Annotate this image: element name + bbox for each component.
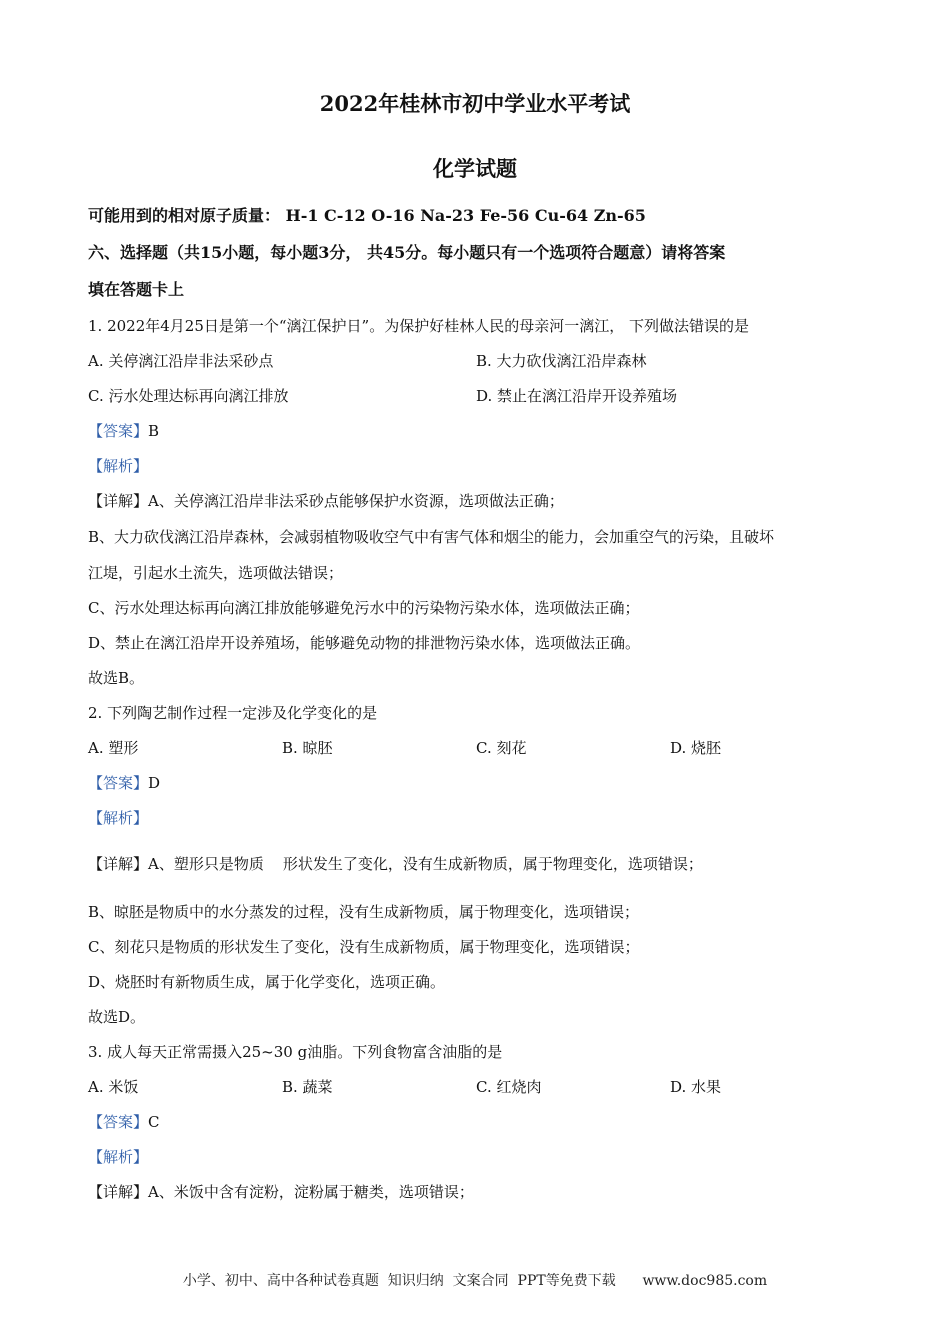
q2-conclusion: 故选D。 [88,1008,146,1026]
q2-stem: 2. 下列陶艺制作过程一定涉及化学变化的是 [88,704,378,722]
q1-stem: 1. 2022年4月25日是第一个“漓江保护日”。为保护好桂林人民的母亲河一漓江， 下列做法错误的是 [88,317,749,335]
q2-analysis-label: 【解析】 [88,809,149,827]
q1-answer-value: B [148,422,160,440]
q1-detail-d: D、禁止在漓江沿岸开设养殖场，能够避免动物的排泄物污染水体，选项做法正确。 [88,634,641,652]
q3-option-a: A. 米饭 [88,1078,139,1096]
q2-option-b: B. 晾胚 [282,739,333,757]
q2-detail-b: B、晾胚是物质中的水分蒸发的过程，没有生成新物质，属于物理变化，选项错误； [88,903,640,921]
section-heading-line2: 填在答题卡上 [88,280,185,299]
q3-option-d: D. 水果 [670,1078,722,1096]
q1-option-c: C. 污水处理达标再向漓江排放 [88,387,289,405]
detail-label: 【详解】 [88,492,149,510]
exam-subtitle: 化学试题 [433,156,517,181]
q2-detail-a: 【详解】A、塑形只是物质 形状发生了变化，没有生成新物质，属于物理变化，选项错误； [88,855,703,873]
q3-option-c: C. 红烧肉 [476,1078,542,1096]
q1-option-a: A. 关停漓江沿岸非法采砂点 [88,352,274,370]
q3-answer-value: C [148,1113,160,1131]
detail-label: 【详解】 [88,1183,149,1201]
q3-detail-a: 【详解】A、米饭中含有淀粉，淀粉属于糖类，选项错误； [88,1183,474,1201]
q1-option-d: D. 禁止在漓江沿岸开设养殖场 [476,387,678,405]
exam-title: 2022年桂林市初中学业水平考试 [319,91,631,116]
q1-conclusion: 故选B。 [88,669,145,687]
q1-analysis-label: 【解析】 [88,457,149,475]
section-heading-line1: 六、选择题（共15小题，每小题3分， 共45分。每小题只有一个选项符合题意）请将答案 [88,243,726,262]
answer-label: 【答案】 [88,774,149,792]
q1-detail-a: 【详解】A、关停漓江沿岸非法采砂点能够保护水资源，选项做法正确； [88,492,564,510]
q1-answer-line [88,421,159,441]
q3-stem: 3. 成人每天正常需摄入25~30 g油脂。下列食物富含油脂的是 [88,1043,503,1061]
q2-option-d: D. 烧胚 [670,739,722,757]
q2-answer-line [88,773,160,793]
q2-detail-d: D、烧胚时有新物质生成，属于化学变化，选项正确。 [88,973,446,991]
q3-answer-line [88,1112,160,1132]
q2-option-c: C. 刻花 [476,739,527,757]
q3-option-b: B. 蔬菜 [282,1078,333,1096]
atomic-masses: 可能用到的相对原子质量： H-1 C-12 O-16 Na-23 Fe-56 Cu-64 Zn-65 [88,206,646,225]
answer-label: 【答案】 [88,1113,149,1131]
q3-analysis-label: 【解析】 [88,1148,149,1166]
page-footer: 小学、初中、高中各种试卷真题 知识归纳 文案合同 PPT等免费下载 www.doc985.com [182,1273,768,1289]
q1-detail-c: C、污水处理达标再向漓江排放能够避免污水中的污染物污染水体，选项做法正确； [88,599,640,617]
detail-label: 【详解】 [88,855,149,873]
q1-option-b: B. 大力砍伐漓江沿岸森林 [476,352,647,370]
q1-detail-b-line1: B、大力砍伐漓江沿岸森林，会减弱植物吸收空气中有害气体和烟尘的能力，会加重空气的污染，且破坏 [88,528,775,546]
answer-label: 【答案】 [88,422,149,440]
q2-answer-value: D [148,774,161,792]
q1-detail-b-line2: 江堤，引起水土流失，选项做法错误； [88,564,344,582]
q2-detail-c: C、刻花只是物质的形状发生了变化，没有生成新物质，属于物理变化，选项错误； [88,938,640,956]
q2-option-a: A. 塑形 [88,739,139,757]
